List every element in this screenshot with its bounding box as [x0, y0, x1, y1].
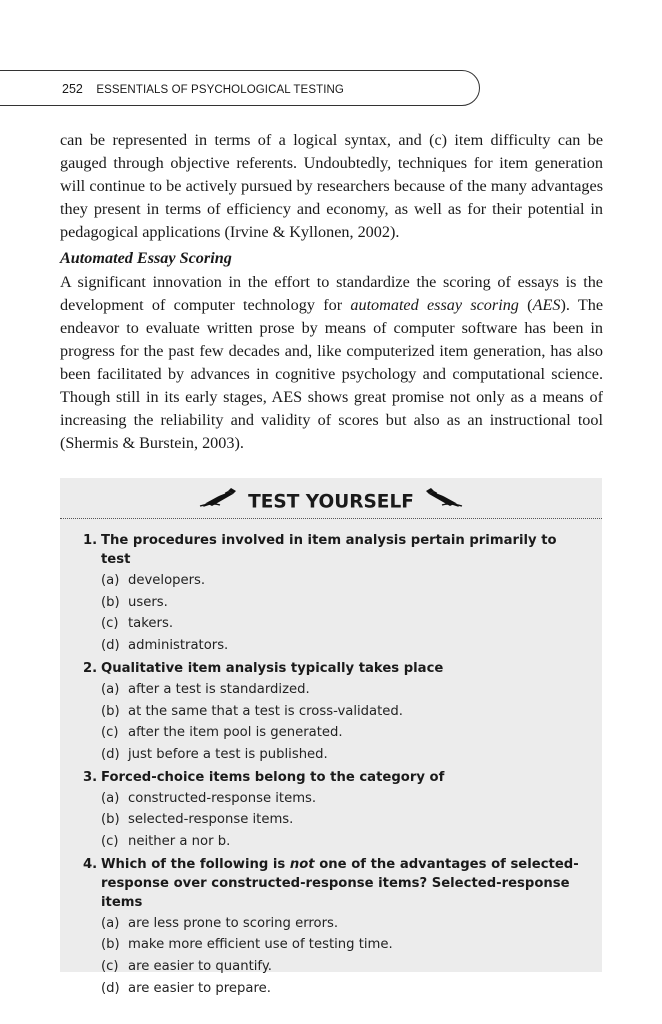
- answer-option: [60, 978, 602, 1000]
- question-number: 2.: [83, 660, 98, 676]
- answer-option: [60, 635, 602, 657]
- question-stem: [60, 855, 602, 912]
- option-text: constructed-response items.: [128, 790, 317, 806]
- option-text: administrators.: [128, 638, 229, 654]
- option-letter: (b): [101, 812, 120, 828]
- pen-writing-icon: [198, 487, 238, 518]
- dotted-divider: [60, 518, 602, 519]
- question-4: [60, 855, 602, 1000]
- option-letter: (d): [101, 638, 120, 654]
- answer-option: [60, 744, 602, 766]
- question-text: The procedures involved in item analysis pertain primarily to test: [101, 533, 557, 567]
- paragraph-text-mid: (: [518, 296, 533, 314]
- question-list: [60, 531, 602, 1002]
- question-text-after: one of the advantages of selected-response over constructed-response items? Selected-response items: [101, 856, 579, 910]
- question-text: Qualitative item analysis typically takes place: [101, 660, 444, 676]
- answer-option: [60, 934, 602, 956]
- section-heading: Automated Essay Scoring: [60, 249, 232, 267]
- term-automated-essay-scoring: automated essay scoring: [350, 296, 519, 314]
- question-number: 1.: [83, 533, 98, 548]
- paragraph-item-generation: can be represented in terms of a logical syntax, and (c) item difficulty can be gauged through objective referents. Undoubtedly, techniques for item generation will continue to be actively pursued by researchers because of the many advantages they present in terms of efficiency and economy, as well as for their potential in pedagogical applications (Irvine & Kyllonen, 2002).: [60, 131, 603, 241]
- answer-option: [60, 570, 602, 592]
- answer-option: [60, 788, 602, 810]
- option-text: developers.: [128, 573, 206, 588]
- option-text: just before a test is published.: [128, 746, 328, 762]
- option-letter: (d): [101, 746, 120, 762]
- question-text: Forced-choice items belong to the category of: [101, 769, 445, 785]
- question-3: [60, 768, 602, 853]
- term-aes-abbr: AES: [532, 296, 561, 314]
- test-yourself-box: [60, 478, 602, 996]
- option-letter: (c): [101, 616, 119, 632]
- running-head: [62, 82, 344, 96]
- page-number: 252: [62, 82, 83, 96]
- question-text-before: Which of the following is: [101, 856, 290, 872]
- answer-option: [60, 831, 602, 853]
- question-1: [60, 531, 602, 657]
- test-yourself-title-bar: [60, 487, 602, 515]
- answer-option: [60, 679, 602, 701]
- question-number: 4.: [83, 856, 98, 872]
- option-letter: (b): [101, 594, 120, 610]
- option-letter: (a): [101, 790, 120, 806]
- option-letter: (c): [101, 959, 119, 975]
- option-text: after a test is standardized.: [128, 681, 310, 697]
- option-letter: (a): [101, 573, 120, 588]
- question-number: 3.: [83, 769, 98, 785]
- question-stem: [60, 659, 602, 678]
- pen-writing-icon: [424, 487, 464, 518]
- paragraph-aes: [60, 271, 603, 455]
- option-text: users.: [128, 594, 168, 610]
- paragraph-text-before: A significant innovation in the effort to standardize the scoring of essays is the development of computer technology for: [60, 273, 603, 314]
- option-text: are easier to prepare.: [128, 980, 271, 996]
- option-text: at the same that a test is cross-validated.: [128, 703, 403, 719]
- option-letter: (a): [101, 915, 120, 931]
- option-letter: (b): [101, 703, 120, 719]
- option-text: selected-response items.: [128, 812, 294, 828]
- option-text: neither a nor b.: [128, 834, 231, 850]
- option-letter: (c): [101, 725, 119, 741]
- paragraph-text-after: ). The endeavor to evaluate written prose by means of computer software has been in progress for the past few decades and, like computerized item generation, has also been facilitated by advances in cognitive psychology and computational science. Though still in its early stages, AES shows great promise not only as a means of increasing the reliability and validity of scores but also as an instructional tool (Shermis & Burstein, 2003).: [60, 296, 604, 452]
- option-text: are easier to quantify.: [128, 959, 272, 975]
- answer-option: [60, 613, 602, 635]
- question-stem: [60, 768, 602, 787]
- option-text: takers.: [128, 616, 174, 632]
- option-letter: (c): [101, 834, 119, 850]
- option-text: after the item pool is generated.: [128, 725, 343, 741]
- answer-option: [60, 701, 602, 723]
- question-text-emphasis: not: [289, 856, 315, 872]
- option-text: make more efficient use of testing time.: [128, 937, 393, 953]
- question-2: [60, 659, 602, 766]
- answer-option: [60, 913, 602, 935]
- option-letter: (a): [101, 681, 120, 697]
- answer-option: [60, 722, 602, 744]
- option-text: are less prone to scoring errors.: [128, 915, 339, 931]
- option-letter: (b): [101, 937, 120, 953]
- answer-option: [60, 592, 602, 614]
- book-title: ESSENTIALS OF PSYCHOLOGICAL TESTING: [96, 84, 344, 96]
- answer-option: [60, 956, 602, 978]
- answer-option: [60, 809, 602, 831]
- option-letter: (d): [101, 980, 120, 996]
- test-yourself-title: TEST YOURSELF: [248, 491, 414, 513]
- question-stem: [60, 531, 602, 569]
